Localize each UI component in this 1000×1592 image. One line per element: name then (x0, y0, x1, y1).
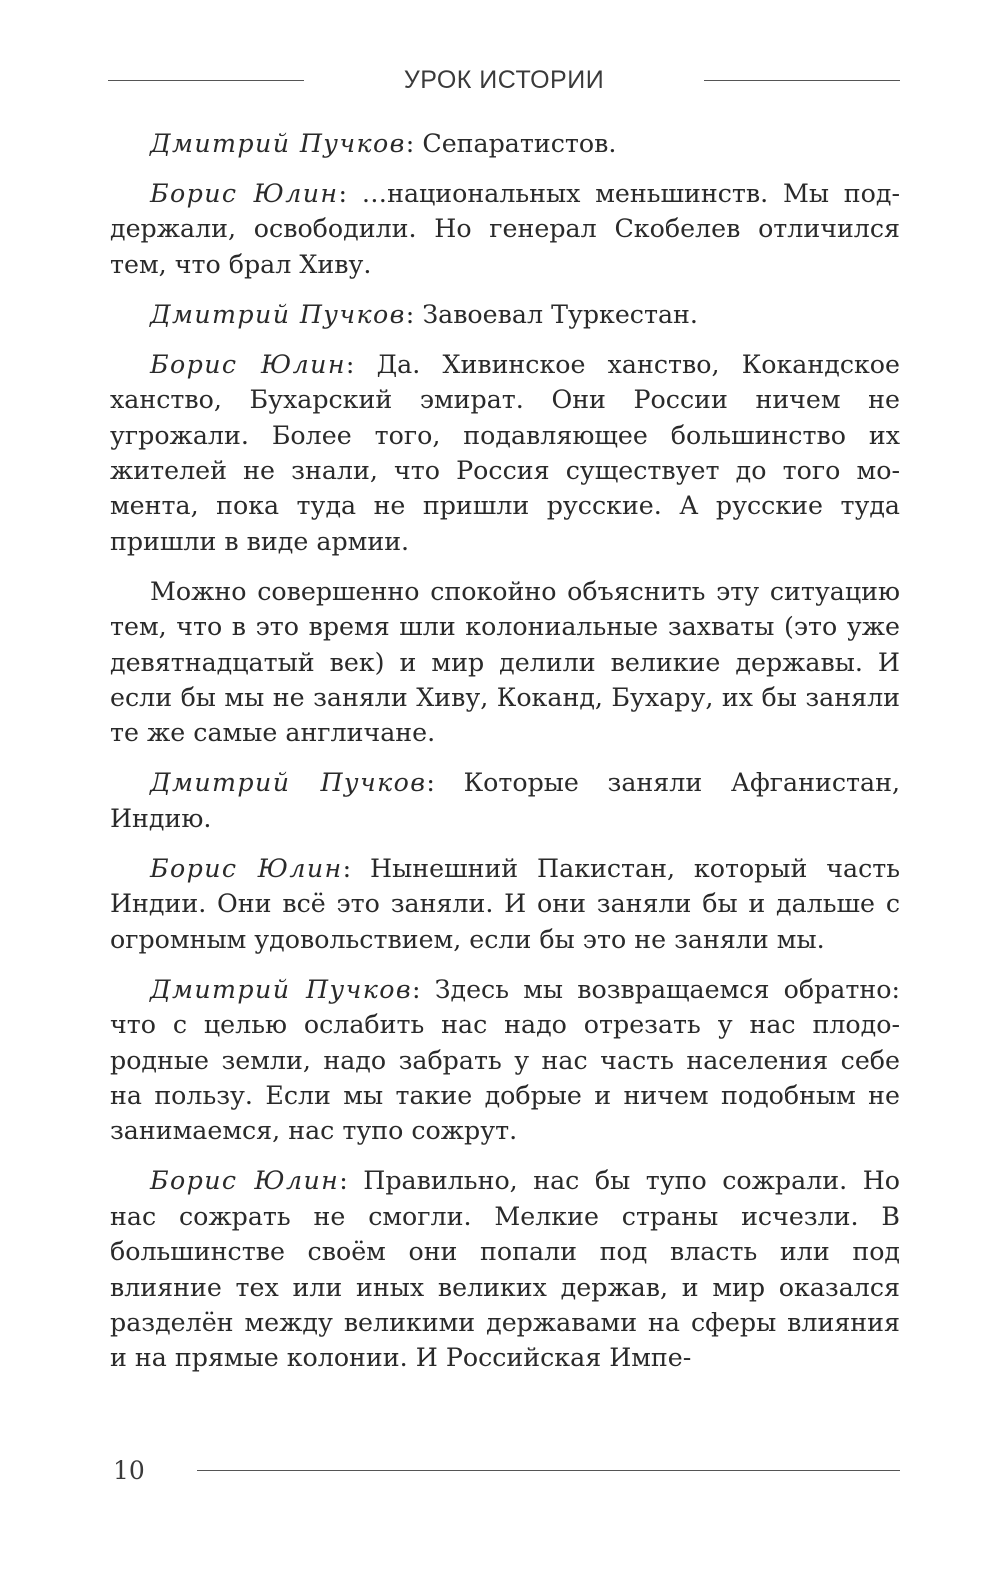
paragraph (110, 972, 900, 1149)
paragraph (110, 574, 900, 751)
page-footer (113, 1452, 900, 1488)
header-rule-right (704, 80, 900, 81)
page-number: 10 (113, 1455, 145, 1485)
speaker-name: Дмитрий Пучков (150, 129, 406, 158)
paragraph (110, 1163, 900, 1375)
paragraph-text: : Правильно, нас бы тупо сожрали. Но нас сожрать не смогли. Мелкие страны исчезли. В большинстве своём они попали под власть или под влияние тех или иных великих держав, и мир оказался разделён между великими державами на сферы влияния и на прямые колонии. И Российская Импе- (110, 1166, 900, 1373)
paragraph-text: : Сепаратистов. (405, 129, 617, 158)
speaker-name: Дмитрий Пучков (150, 768, 427, 798)
running-title: УРОК ИСТОРИИ (403, 65, 605, 94)
paragraph-text: : Нынешний Пакистан, который часть Индии. Они всё это заняли. И они заняли бы и дальше с огромным удовольствием, если бы это не заняли мы. (110, 853, 901, 954)
header-rule-left (108, 80, 304, 81)
paragraph (110, 765, 900, 836)
paragraph-text: : Завоевал Туркестан. (405, 299, 698, 329)
speaker-name: Борис Юлин (150, 853, 343, 883)
paragraph (110, 176, 900, 282)
speaker-name: Борис Юлин (150, 349, 346, 379)
footer-rule (197, 1470, 900, 1471)
speaker-name: Борис Юлин (150, 1166, 340, 1196)
paragraph (110, 126, 900, 161)
page-body (110, 126, 900, 1390)
paragraph-text: : …национальных меньшинств. Мы поддержали, освободили. Но генерал Скобелев отличился тем, что брал Хиву. (110, 179, 900, 279)
paragraph-text: : Которые заняли Афганистан, Индию. (110, 768, 900, 833)
paragraph (110, 347, 900, 559)
speaker-name: Борис Юлин (150, 179, 339, 208)
paragraph (110, 297, 900, 332)
paragraph (110, 851, 900, 957)
speaker-name: Дмитрий Пучков (150, 974, 412, 1004)
paragraph-text: : Да. Хивинское ханство, Кокандское ханство, Бухарский эмират. Они России ничем не угрожали. Более того, подавляющее большинство их жителей не знали, что Россия существует до того момента, пока туда не пришли русские. А русские туда пришли в виде армии. (110, 349, 901, 556)
speaker-name: Дмитрий Пучков (150, 299, 406, 329)
paragraph-text: : Здесь мы возвращаемся обратно: что с целью ослабить нас надо отрезать у нас плодородные земли, надо забрать у нас часть населения себе на пользу. Если мы такие добрые и ничем подобным не занимаемся, нас тупо сожрут. (110, 974, 900, 1146)
paragraph-text: Можно совершенно спокойно объяснить эту ситуацию тем, что в это время шли колониальные захваты (это уже девятнадцатый век) и мир делили великие державы. И если бы мы не заняли Хиву, Коканд, Бухару, их бы заняли те же самые англичане. (110, 576, 900, 748)
running-header (108, 62, 900, 98)
